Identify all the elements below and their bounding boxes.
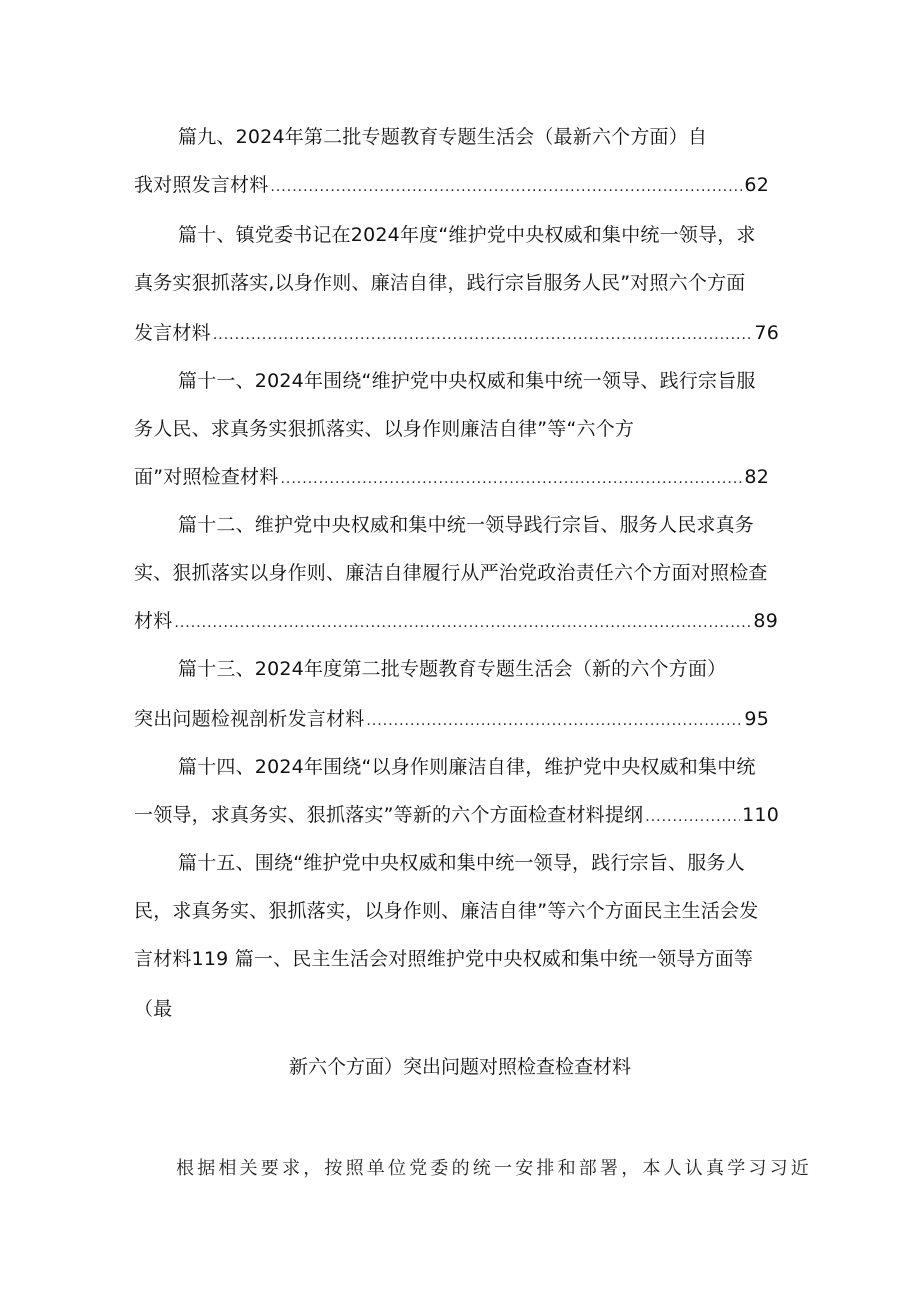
toc-entry-9-page: 62 (744, 174, 769, 196)
toc-entry-14-title-end: 一领导，求真务实、狠抓落实”等新的六个方面检查材料提纲 (134, 804, 644, 826)
body-paragraph-line-1: 根据相关要求，按照单位党委的统一安排和部署，本人认真学习习近 (176, 1158, 812, 1179)
toc-entry-12-line-3[interactable] (134, 608, 778, 634)
toc-entry-14-line-2[interactable] (134, 802, 779, 828)
toc-entry-11-page: 82 (744, 466, 769, 488)
toc-entry-12-line-1: 篇十二、维护党中央权威和集中统一领导践行宗旨、服务人民求真务 (178, 514, 755, 536)
toc-entry-11-line-2: 务人民、求真务实狠抓落实、以身作则廉洁自律”等“六个方 (134, 418, 635, 440)
toc-entry-11-line-1: 篇十一、2024年围绕“维护党中央权威和集中统一领导、践行宗旨服 (178, 370, 756, 392)
toc-entry-14-line-1: 篇十四、2024年围绕“以身作则廉洁自律，维护党中央权威和集中统 (178, 756, 756, 778)
toc-entry-10-line-2: 真务实狠抓落实,以身作则、廉洁自律，践行宗旨服务人民”对照六个方面 (134, 272, 746, 294)
toc-entry-13-line-2[interactable] (134, 706, 769, 732)
toc-entry-12-title-end: 材料 (134, 610, 173, 632)
toc-entry-15-line-4: （最 (134, 998, 173, 1020)
toc-leader-dots (270, 174, 742, 200)
toc-entry-10-page: 76 (754, 322, 779, 344)
toc-entry-15-line-2: 民，求真务实、狠抓落实，以身作则、廉洁自律”等六个方面民主生活会发 (134, 900, 759, 922)
toc-leader-dots (213, 322, 753, 348)
toc-leader-dots (645, 804, 740, 830)
toc-entry-12-page: 89 (753, 610, 778, 632)
toc-entry-13-line-1: 篇十三、2024年度第二批专题教育专题生活会（新的六个方面） (178, 658, 727, 680)
toc-entry-14-page: 110 (742, 804, 779, 826)
toc-entry-10-title-end: 发言材料 (134, 322, 211, 344)
section-title: 新六个方面）突出问题对照检查检查材料 (288, 1056, 631, 1078)
toc-entry-10-line-3[interactable] (134, 320, 779, 346)
toc-entry-13-page: 95 (744, 708, 769, 730)
toc-entry-13-title-end: 突出问题检视剖析发言材料 (134, 708, 365, 730)
toc-entry-11-title-end: 面”对照检查材料 (134, 466, 279, 488)
toc-leader-dots (280, 466, 742, 492)
toc-entry-10-line-1: 篇十、镇党委书记在2024年度“维护党中央权威和集中统一领导，求 (178, 224, 756, 246)
toc-entry-9-title-end: 我对照发言材料 (134, 174, 269, 196)
toc-entry-12-line-2: 实、狠抓落实以身作则、廉洁自律履行从严治党政治责任六个方面对照检查 (134, 562, 768, 584)
toc-entry-15-line-3: 言材料119 篇一、民主生活会对照维护党中央权威和集中统一领导方面等 (134, 948, 754, 970)
toc-entry-9-line-1: 篇九、2024年第二批专题教育专题生活会（最新六个方面）自 (178, 126, 708, 148)
toc-entry-11-line-3[interactable] (134, 464, 769, 490)
toc-leader-dots (174, 610, 751, 636)
toc-entry-9-line-2[interactable] (134, 172, 769, 198)
toc-leader-dots (366, 708, 742, 734)
toc-entry-15-line-1: 篇十五、围绕“维护党中央权威和集中统一领导，践行宗旨、服务人 (178, 852, 745, 874)
